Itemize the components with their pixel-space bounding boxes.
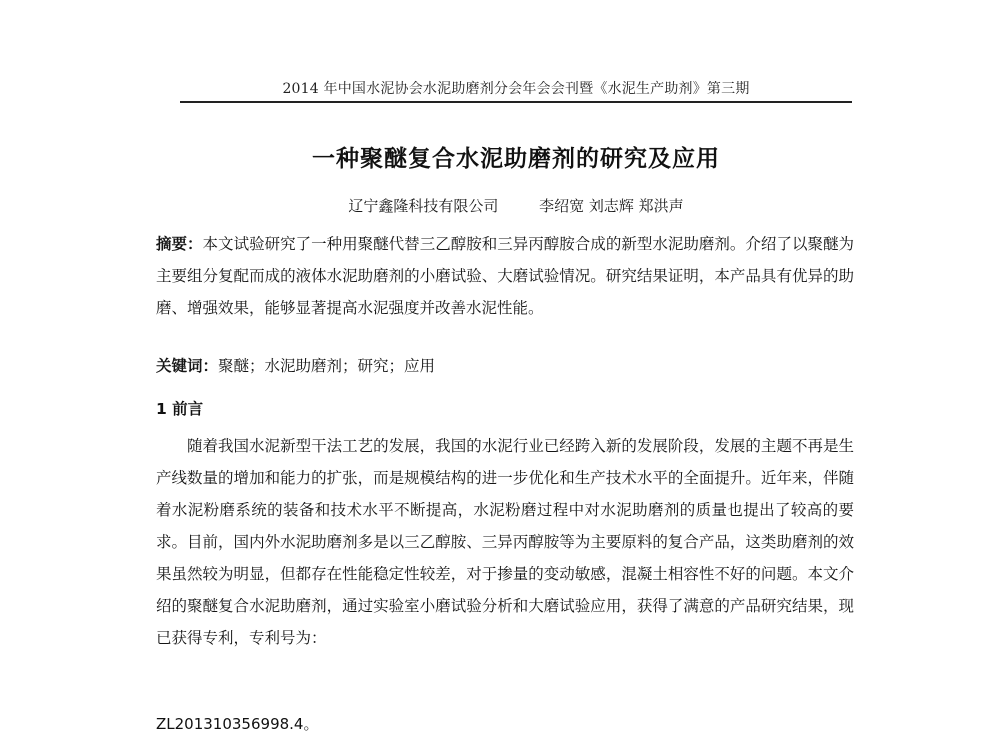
patent-number: ZL201310356998.4。 [156, 715, 319, 733]
keywords-label: 关键词： [156, 357, 219, 375]
abstract [156, 228, 854, 324]
section-heading-introduction: 1 前言 [156, 400, 204, 418]
abstract-text: 本文试验研究了一种用聚醚代替三乙醇胺和三异丙醇胺合成的新型水泥助磨剂。介绍了以聚醚为主要组分复配而成的液体水泥助磨剂的小磨试验、大磨试验情况。研究结果证明，本产品具有优异的助磨、增强效果，能够显著提高水泥强度并改善水泥性能。 [156, 235, 854, 317]
affiliation: 辽宁鑫隆科技有限公司 [348, 197, 499, 215]
keywords-text: 聚醚；水泥助磨剂；研究；应用 [218, 357, 436, 375]
abstract-label: 摘要： [156, 235, 203, 253]
introduction-paragraph: 随着我国水泥新型干法工艺的发展，我国的水泥行业已经跨入新的发展阶段，发展的主题不再是生产线数量的增加和能力的扩张，而是规模结构的进一步优化和生产技术水平的全面提升。近年来，伴随着水泥粉磨系统的装备和技术水平不断提高，水泥粉磨过程中对水泥助磨剂的质量也提出了较高的要求。目前，国内外水泥助磨剂多是以三乙醇胺、三异丙醇胺等为主要原料的复合产品，这类助磨剂的效果虽然较为明显，但都存在性能稳定性较差，对于掺量的变动敏感，混凝土相容性不好的问题。本文介绍的聚醚复合水泥助磨剂，通过实验室小磨试验分析和大磨试验应用，获得了满意的产品研究结果，现已获得专利，专利号为： [156, 437, 854, 647]
running-header: 2014 年中国水泥协会水泥助磨剂分会年会会刊暨《水泥生产助剂》第三期 [282, 81, 750, 97]
keywords [156, 350, 854, 382]
header-rule [180, 101, 852, 103]
paper-title: 一种聚醚复合水泥助磨剂的研究及应用 [312, 146, 720, 172]
author-names: 李绍宽 刘志辉 郑洪声 [539, 197, 684, 215]
author-line [160, 195, 872, 216]
